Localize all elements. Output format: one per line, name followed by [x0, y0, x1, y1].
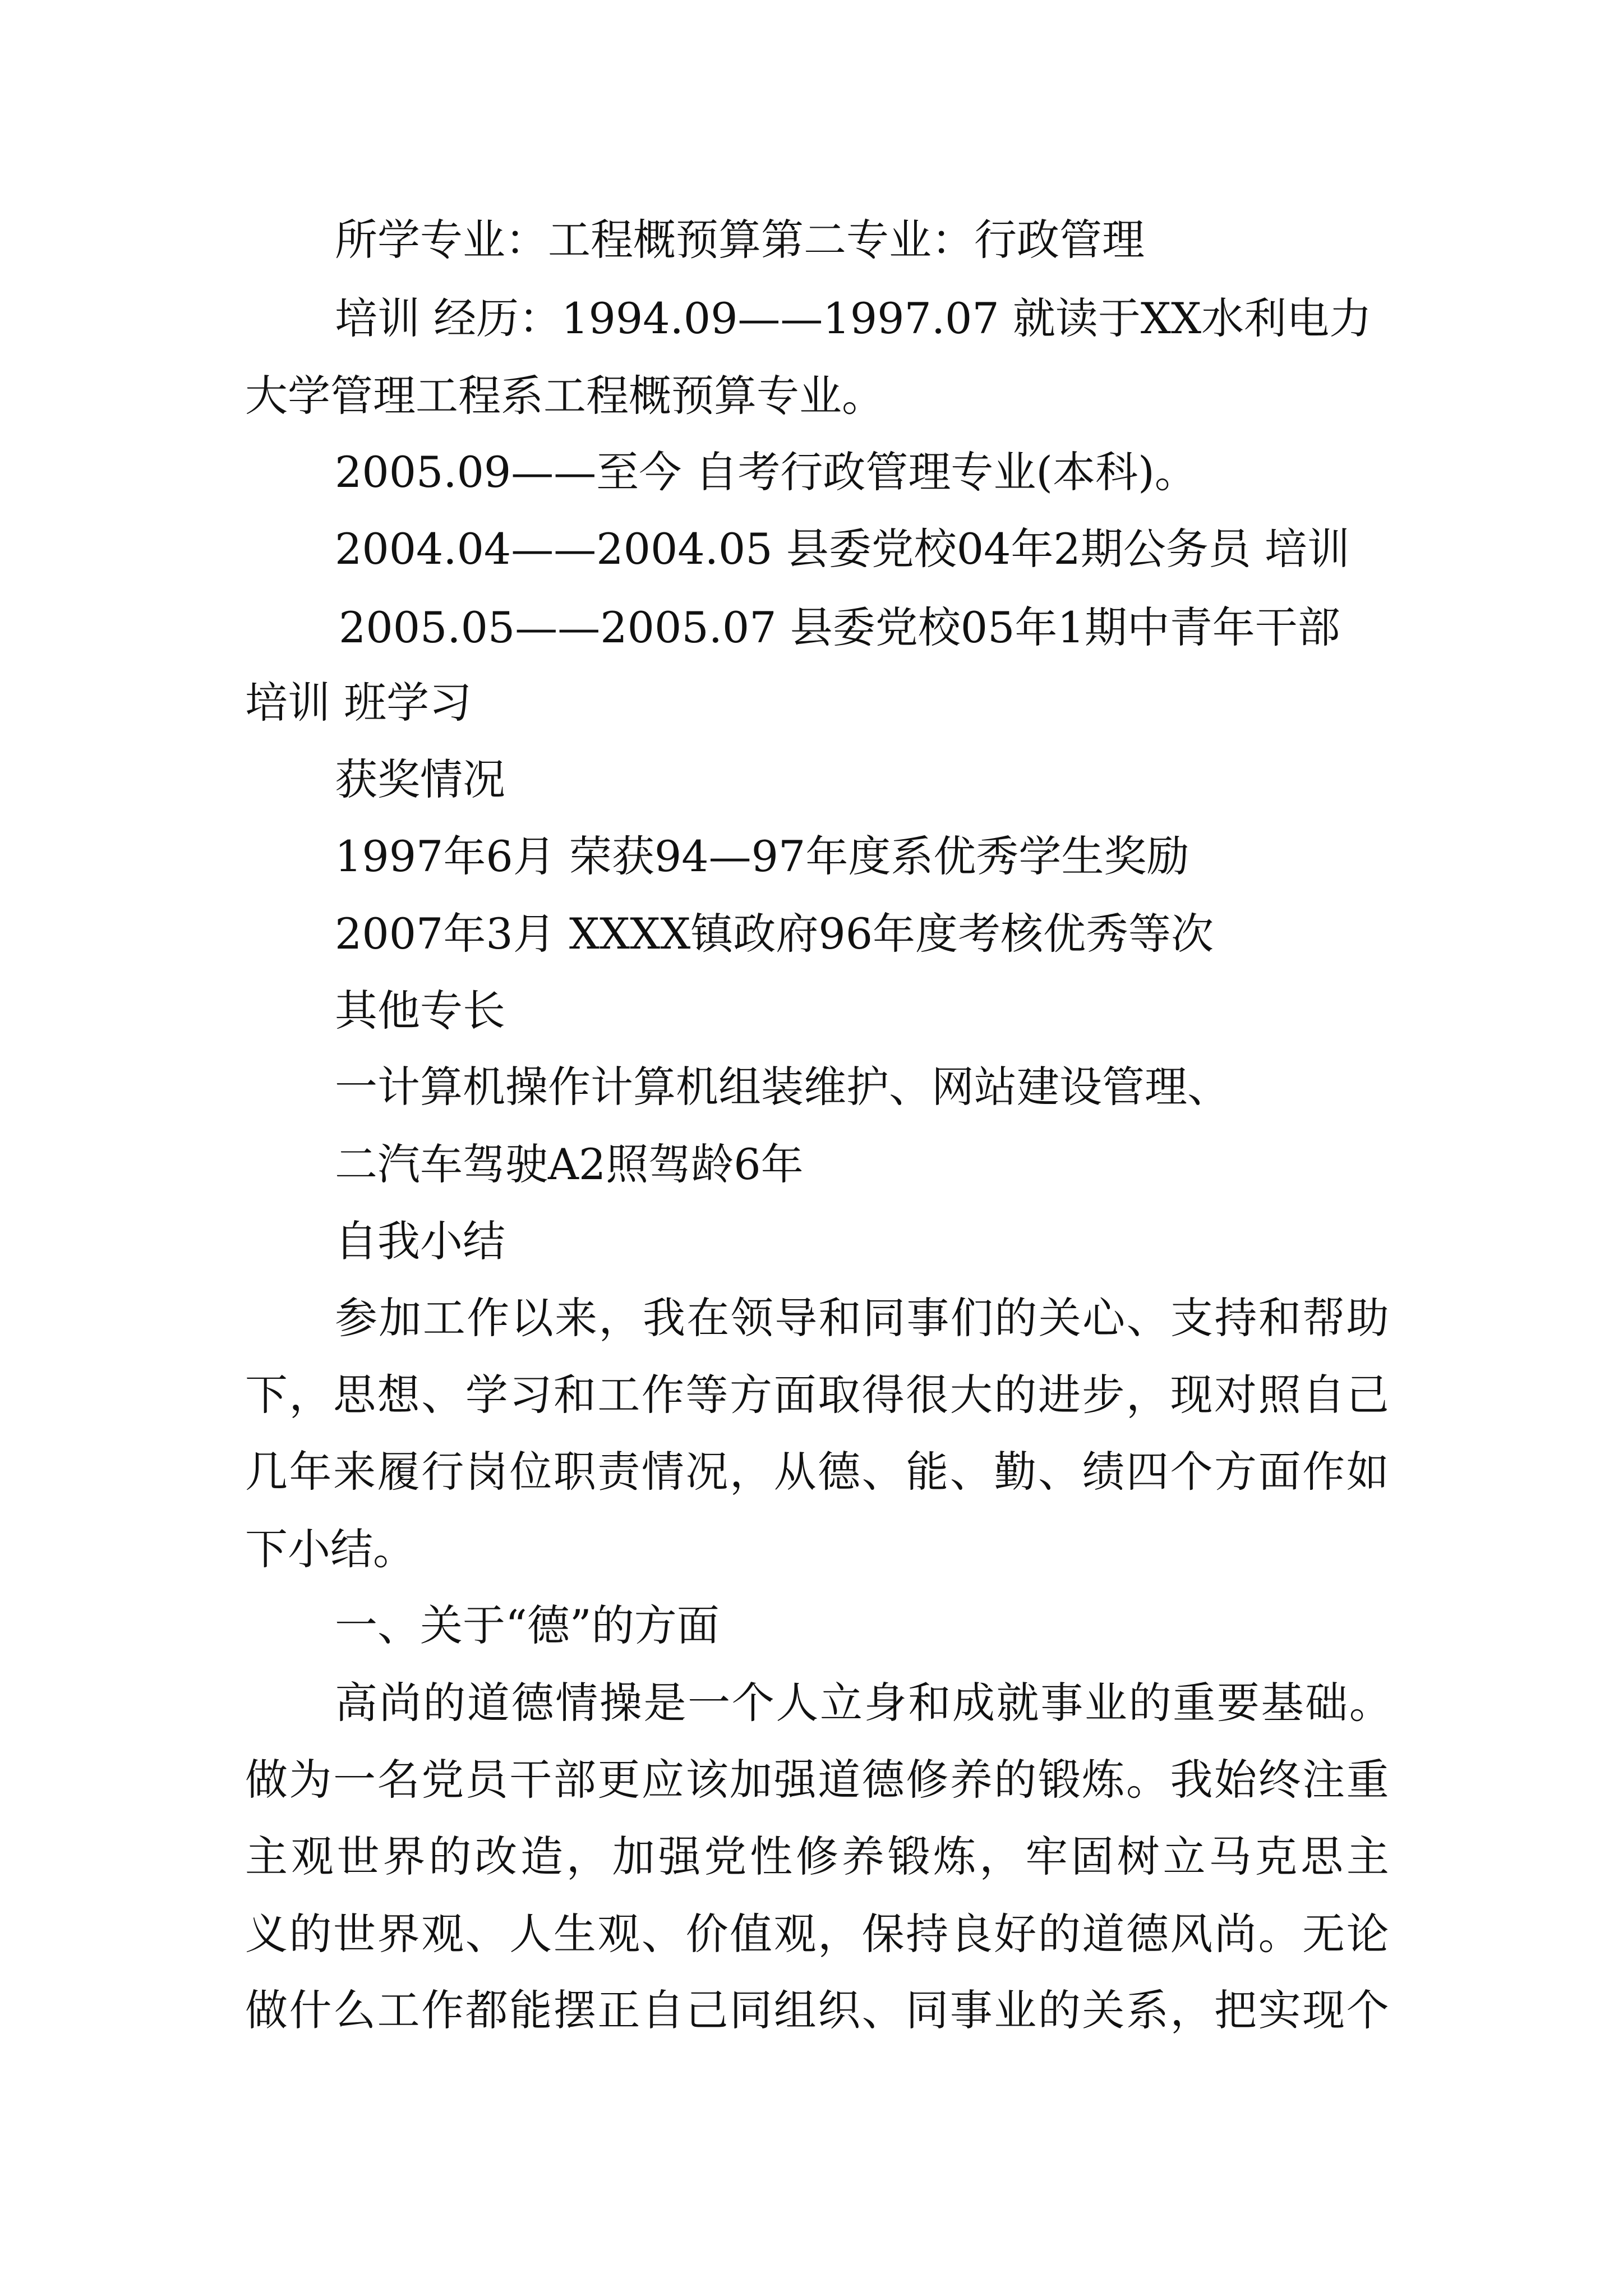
text-line: 高 尚 的 道 德 情 操 是 一 个 人 立 身 和 成 就 事 业 的 重 要 基 础 。 [335, 1678, 1392, 1728]
text-line: 培训 经历：1994.09——1997.07 就读于XX水利电力 [335, 293, 1372, 343]
text-line: 自我小结 [335, 1216, 505, 1266]
text-line: 主 观 世 界 的 改 造 ， 加 强 党 性 修 养 锻 炼 ， 牢 固 树 立 马 克 思 主 [245, 1832, 1389, 1881]
text-line: 培训 班学习 [245, 678, 472, 728]
text-line: 下 ， 思 想 、 学 习 和 工 作 等 方 面 取 得 很 大 的 进 步 ， 现 对 照 自 己 [245, 1370, 1389, 1420]
text-line: 1997年6月 荣获94—97年度系优秀学生奖励 [335, 831, 1189, 881]
text-line: 获奖情况 [335, 754, 505, 804]
text-line: 做 为 一 名 党 员 干 部 更 应 该 加 强 道 德 修 养 的 锻 炼 。 我 始 终 注 重 [245, 1755, 1389, 1805]
text-line: 一、关于“德”的方面 [335, 1600, 720, 1650]
text-line: 其他专长 [335, 986, 505, 1036]
text-line: 几 年 来 履 行 岗 位 职 责 情 况 ， 从 德 、 能 、 勤 、 绩 四 个 方 面 作 如 [245, 1447, 1389, 1497]
text-line: 一计算机操作计算机组装维护、网站建设管理、 [335, 1062, 1230, 1112]
text-line: 2005.05——2005.07 县委党校05年1期中青年干部 [339, 602, 1340, 652]
text-line: 义 的 世 界 观 、 人 生 观 、 价 值 观 ， 保 持 良 好 的 道 德 风 尚 。 无 论 [245, 1909, 1389, 1959]
text-line: 2005.09——至今 自考行政管理专业(本科)。 [335, 447, 1197, 497]
text-line: 二汽车驾驶A2照驾龄6年 [335, 1139, 804, 1189]
text-line: 2004.04——2004.05 县委党校04年2期公务员 培训 [335, 524, 1350, 574]
text-line: 参 加 工 作 以 来 ， 我 在 领 导 和 同 事 们 的 关 心 、 支 持 和 帮 助 [335, 1293, 1389, 1343]
text-line: 2007年3月 XXXX镇政府96年度考核优秀等次 [335, 909, 1214, 959]
text-line: 做 什 么 工 作 都 能 摆 正 自 己 同 组 织 、 同 事 业 的 关 系 ， 把 实 现 个 [245, 1985, 1389, 2035]
text-line: 下小结。 [245, 1524, 416, 1574]
text-line: 所学专业：工程概预算第二专业：行政管理 [335, 215, 1145, 265]
text-line: 大学管理工程系工程概预算专业。 [245, 371, 884, 421]
